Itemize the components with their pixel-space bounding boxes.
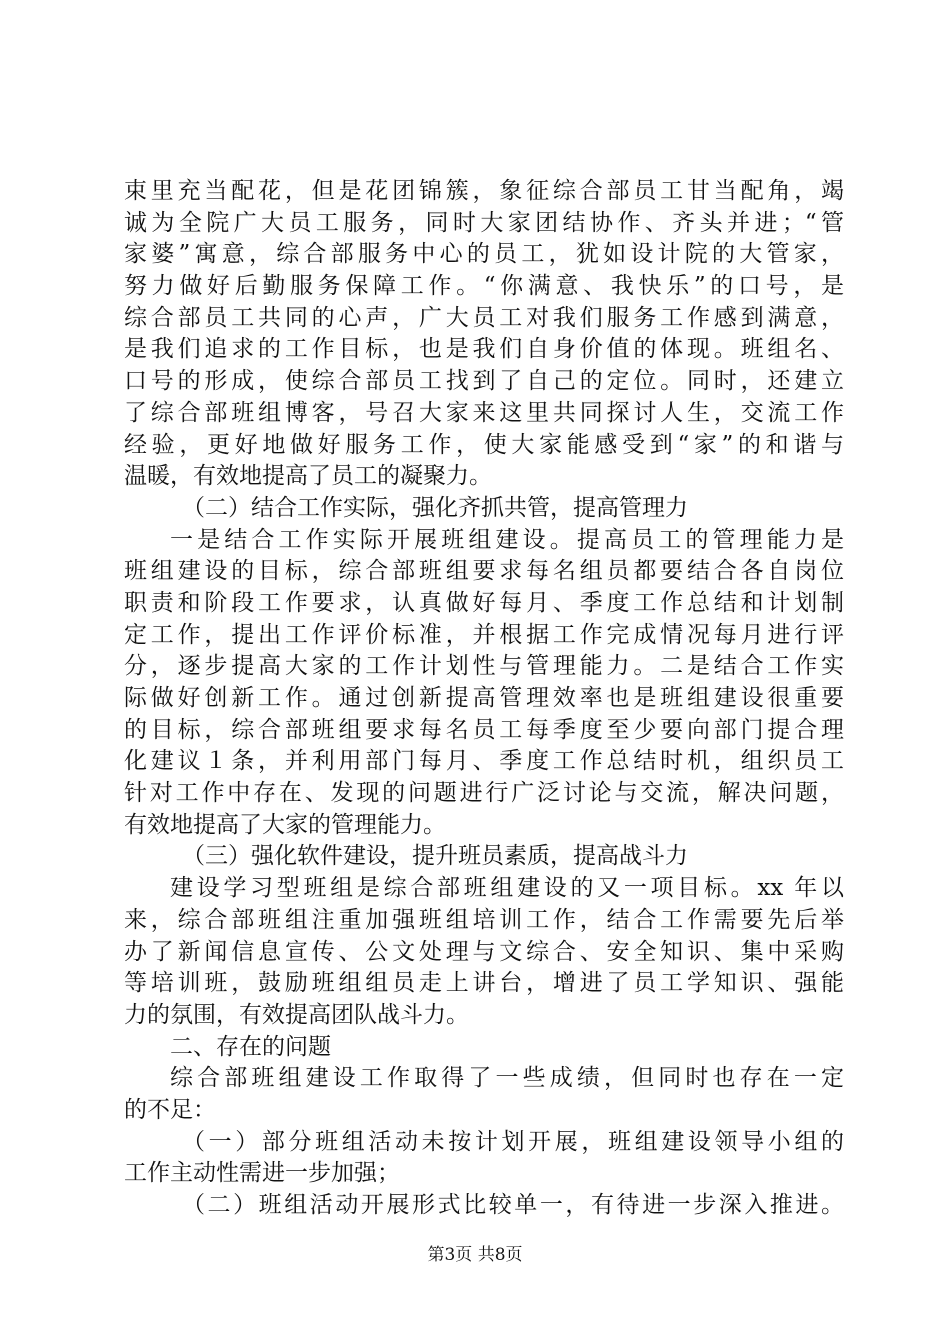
text-line: 力的氛围，有效提高团队战斗力。	[124, 1001, 469, 1028]
text-line: 家婆”寓意，综合部服务中心的员工，犹如设计院的大管家，	[124, 241, 844, 268]
text-line: 工作主动性需进一步加强；	[124, 1160, 400, 1187]
text-line: 努力做好后勤服务保障工作。“你满意、我快乐”的口号，是	[124, 273, 844, 300]
text-line: 职责和阶段工作要求，认真做好每月、季度工作总结和计划制	[124, 589, 844, 616]
text-line: 的目标，综合部班组要求每名员工每季度至少要向部门提合理	[124, 716, 844, 743]
text-line: 温暖，有效地提高了员工的凝聚力。	[124, 463, 492, 490]
text-line: 经验，更好地做好服务工作，使大家能感受到“家”的和谐与	[124, 431, 844, 458]
text-line: 化建议１条，并利用部门每月、季度工作总结时机，组织员工	[124, 748, 844, 775]
text-line: 综合部班组建设工作取得了一些成绩，但同时也存在一定	[170, 1065, 844, 1092]
text-line: （一）部分班组活动未按计划开展，班组建设领导小组的	[182, 1128, 844, 1155]
text-line: （二）班组活动开展形式比较单一，有待进一步深入推进。	[182, 1192, 844, 1218]
text-line: 综合部员工共同的心声，广大员工对我们服务工作感到满意，	[124, 304, 844, 331]
text-line: 办了新闻信息宣传、公文处理与文综合、安全知识、集中采购	[124, 938, 844, 965]
text-line: 针对工作中存在、发现的问题进行广泛讨论与交流，解决问题，	[124, 780, 844, 807]
text-line: 是我们追求的工作目标，也是我们自身价值的体现。班组名、	[124, 336, 844, 363]
text-line: 等培训班，鼓励班组组员走上讲台，增进了员工学知识、强能	[124, 970, 844, 997]
text-line: 际做好创新工作。通过创新提高管理效率也是班组建设很重要	[124, 685, 844, 711]
text-line: 有效地提高了大家的管理能力。	[124, 811, 446, 838]
page-footer: 第3页 共8页	[427, 1245, 523, 1265]
text-line: 来，综合部班组注重加强班组培训工作，结合工作需要先后举	[124, 906, 844, 933]
section-heading: （三）强化软件建设，提升班员素质，提高战斗力	[182, 843, 688, 870]
text-line: 班组建设的目标，综合部班组要求每名组员都要结合各自岗位	[124, 558, 844, 585]
text-line: 定工作，提出工作评价标准，并根据工作完成情况每月进行评	[124, 621, 844, 648]
text-line: 一是结合工作实际开展班组建设。提高员工的管理能力是	[170, 526, 844, 553]
text-line: 口号的形成，使综合部员工找到了自己的定位。同时，还建立	[124, 368, 844, 395]
section-heading: （二）结合工作实际，强化齐抓共管，提高管理力	[182, 494, 688, 521]
text-line: 分，逐步提高大家的工作计划性与管理能力。二是结合工作实	[124, 653, 844, 680]
text-line: 的不足：	[124, 1096, 216, 1123]
text-line: 了综合部班组博客，号召大家来这里共同探讨人生，交流工作	[124, 399, 844, 426]
text-line: 束里充当配花，但是花团锦簇，象征综合部员工甘当配角，竭	[124, 178, 844, 204]
text-line: 二、存在的问题	[170, 1033, 331, 1060]
text-line: 建设学习型班组是综合部班组建设的又一项目标。xx 年以	[170, 875, 844, 902]
text-line: 诚为全院广大员工服务，同时大家团结协作、齐头并进；“管	[124, 209, 844, 236]
document-body	[124, 176, 844, 1222]
